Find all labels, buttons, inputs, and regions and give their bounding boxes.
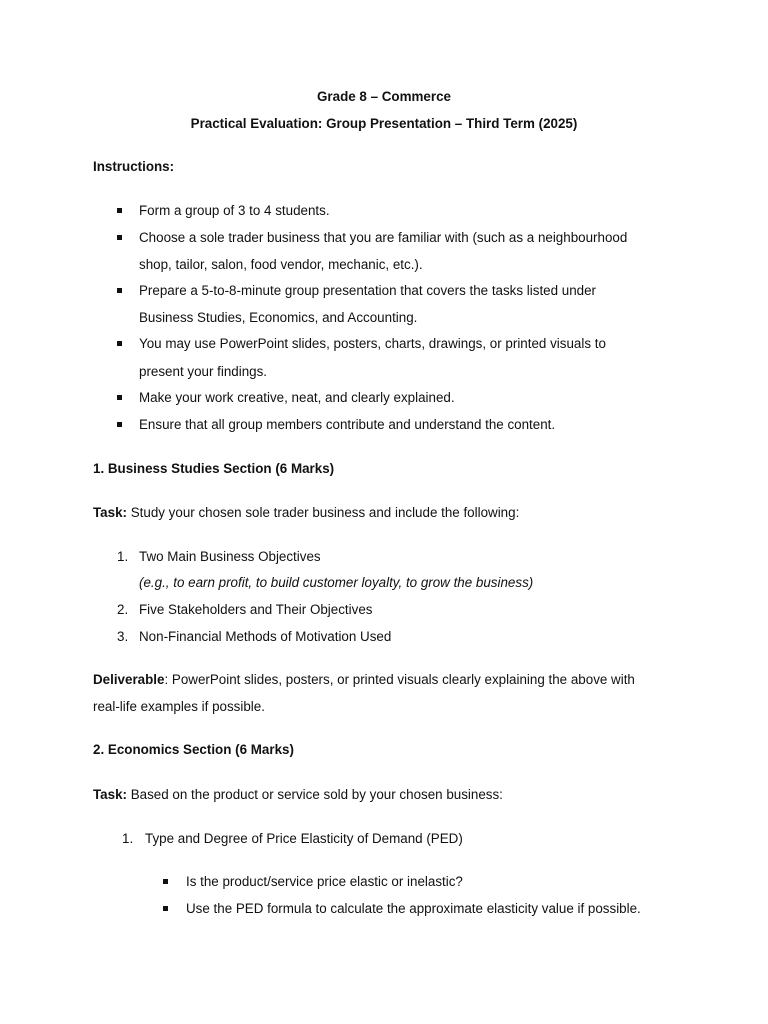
list-number: 2. bbox=[117, 602, 129, 617]
deliverable-text: : PowerPoint slides, posters, or printed visuals clearly explaining the above with bbox=[164, 672, 635, 687]
task-text: Based on the product or service sold by your chosen business: bbox=[127, 787, 503, 802]
instruction-item: Make your work creative, neat, and clearly explained. bbox=[139, 390, 455, 405]
bullet-marker bbox=[117, 341, 122, 346]
section1-deliverable-continued: real-life examples if possible. bbox=[93, 699, 265, 714]
instruction-item: You may use PowerPoint slides, posters, charts, drawings, or printed visuals to bbox=[139, 336, 606, 351]
instruction-item: Choose a sole trader business that you are familiar with (such as a neighbourhood bbox=[139, 230, 628, 245]
bullet-marker bbox=[163, 906, 168, 911]
list-number: 1. bbox=[117, 549, 129, 564]
bullet-marker bbox=[117, 208, 122, 213]
section2-subitem: Use the PED formula to calculate the approximate elasticity value if possible. bbox=[186, 901, 641, 916]
instruction-item-continued: shop, tailor, salon, food vendor, mechanic, etc.). bbox=[139, 257, 423, 272]
bullet-marker bbox=[117, 288, 122, 293]
bullet-marker bbox=[117, 422, 122, 427]
list-number: 3. bbox=[117, 629, 129, 644]
section1-task bbox=[93, 504, 519, 521]
instructions-heading: Instructions: bbox=[93, 159, 175, 174]
instruction-item-continued: Business Studies, Economics, and Accounting. bbox=[139, 310, 418, 325]
bullet-marker bbox=[117, 395, 122, 400]
bullet-marker bbox=[163, 879, 168, 884]
task-label: Task: bbox=[93, 787, 127, 802]
instruction-item-continued: present your findings. bbox=[139, 364, 268, 379]
instruction-item: Form a group of 3 to 4 students. bbox=[139, 203, 330, 218]
task-text: Study your chosen sole trader business and include the following: bbox=[127, 505, 520, 520]
section2-task bbox=[93, 786, 503, 803]
section1-deliverable bbox=[93, 671, 635, 688]
economics-heading: 2. Economics Section (6 Marks) bbox=[93, 742, 294, 757]
instruction-item: Ensure that all group members contribute and understand the content. bbox=[139, 417, 556, 432]
section1-item: Five Stakeholders and Their Objectives bbox=[139, 602, 373, 617]
section1-item: Non-Financial Methods of Motivation Used bbox=[139, 629, 392, 644]
deliverable-label: Deliverable bbox=[93, 672, 165, 687]
section2-item: Type and Degree of Price Elasticity of Demand (PED) bbox=[145, 831, 463, 846]
instruction-item: Prepare a 5-to-8-minute group presentation that covers the tasks listed under bbox=[139, 283, 597, 298]
document-title: Grade 8 – Commerce bbox=[317, 89, 451, 104]
section2-subitem: Is the product/service price elastic or inelastic? bbox=[186, 874, 463, 889]
document-subtitle: Practical Evaluation: Group Presentation – Third Term (2025) bbox=[190, 116, 578, 131]
bullet-marker bbox=[117, 235, 122, 240]
business-studies-heading: 1. Business Studies Section (6 Marks) bbox=[93, 461, 335, 476]
section1-item-example: (e.g., to earn profit, to build customer loyalty, to grow the business) bbox=[139, 575, 534, 590]
list-number: 1. bbox=[122, 831, 134, 846]
task-label: Task: bbox=[93, 505, 127, 520]
section1-item: Two Main Business Objectives bbox=[139, 549, 321, 564]
